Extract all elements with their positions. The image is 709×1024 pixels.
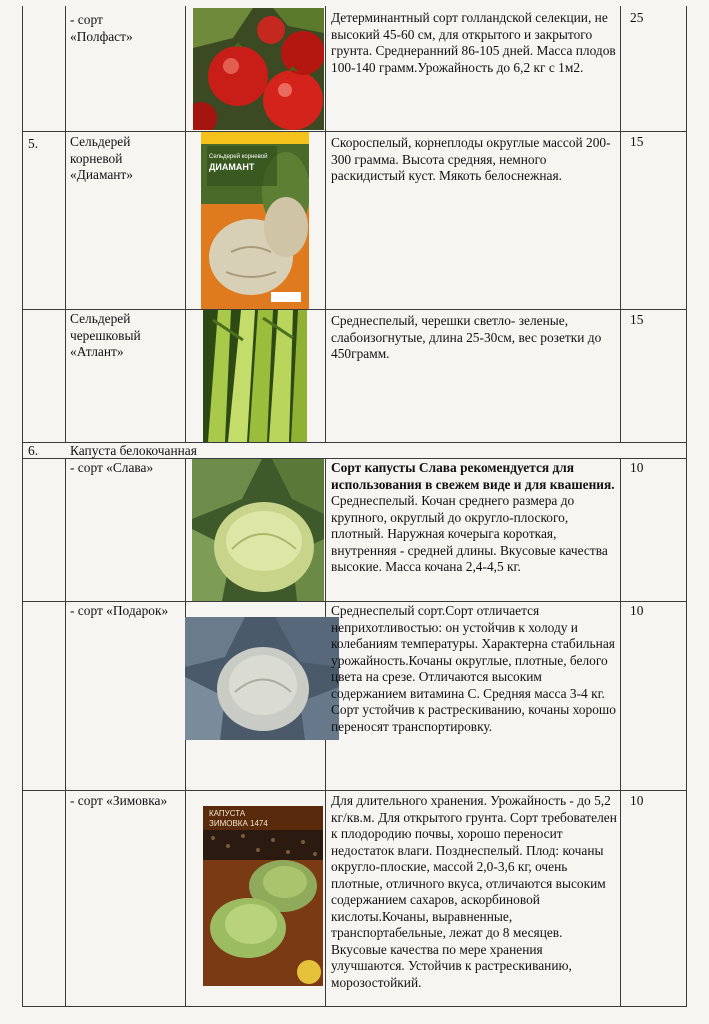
variety-description: Детерминантный сорт голландской селекции, не высокий 45-60 см, для открытого и закрытого грунта. Среднеранний 86-105 дней. Масса плодов 100-140 грамм.Урожайность до 6,2 кг с 1м2.	[331, 10, 616, 75]
row-number: 6.	[28, 443, 39, 458]
table-rule	[22, 601, 687, 602]
table-rule	[65, 6, 66, 443]
packet-subtitle-text: ЗИМОВКА 1474	[209, 819, 268, 828]
cabbage-photo	[185, 617, 339, 740]
table-rule	[185, 6, 186, 443]
tomato-photo	[193, 8, 324, 130]
variety-description: Среднеспелый сорт.Сорт отличается неприхотливостью: он устойчив к холоду и колебаниям температуры. Характерна стабильная урожайность.Кочаны округлые, плотные, белого цвета на срезе. Отличаются высоким содержанием витамина С. Средняя масса 3-4 кг. Сорт устойчив к растрескиванию, кочаны хорошо переносят транспортировку.	[331, 603, 616, 734]
quantity: 25	[630, 10, 644, 25]
quantity: 10	[630, 793, 644, 808]
table-rule	[22, 1006, 687, 1007]
variety-name: - сорт «Зимовка»	[70, 793, 168, 808]
variety-description: Среднеспелый, черешки светло- зеленые, слабоизогнутые, длина 25-30см, вес розетки до 450грамм.	[331, 313, 602, 361]
description-rest: Среднеспелый. Кочан среднего размера до крупного, округлый до округло-плоского, плотный. Наружная кочерыга короткая, внутренняя - средней длины. Вкусовые качества высокие. Масса кочана 2,4-4,5 кг.	[331, 493, 608, 574]
variety-name: Сельдерей черешковый «Атлант»	[70, 311, 141, 359]
table-rule	[65, 458, 66, 1007]
table-rule	[325, 6, 326, 443]
quantity: 10	[630, 460, 644, 475]
variety-description	[331, 460, 618, 576]
packet-brand-text: Сельдерей корневой	[209, 154, 268, 160]
variety-name: - сорт «Подарок»	[70, 603, 169, 618]
section-title: Капуста белокочанная	[70, 443, 197, 458]
table-rule	[620, 6, 621, 443]
cabbage-photo	[192, 459, 324, 601]
variety-description: Для длительного хранения. Урожайность - до 5,2 кг/кв.м. Для открытого грунта. Сорт требователен к плодородию почвы, хорошо переносит недостаток влаги. Позднеспелый. Плод: кочаны округло-плоские, массой 2,0-3,6 кг, очень плотные, отличного вкуса, отличаются высоким содержанием сахаров, аскорбиновой кислоты.Кочаны, выравненные, транспортабельные, лежат до 8 месяцев. Вкусовые качества по мере хранения улучшаются. Устойчив к растрескиванию, морозостойкий.	[331, 793, 617, 990]
table-rule	[22, 790, 687, 791]
variety-name: - сорт «Полфаст»	[70, 12, 133, 44]
quantity: 10	[630, 603, 644, 618]
row-number: 5.	[28, 136, 39, 151]
packet-title-text: ДИАМАНТ	[209, 162, 255, 172]
table-rule	[22, 131, 687, 132]
cabbage-seed-packet	[203, 806, 323, 986]
packet-title-text: КАПУСТА	[209, 809, 246, 818]
quantity: 15	[630, 134, 644, 149]
table-rule	[620, 458, 621, 1007]
variety-name: Сельдерей корневой «Диамант»	[70, 134, 133, 182]
table-rule	[22, 6, 23, 1007]
table-rule	[22, 309, 687, 310]
description-bold-lead: Сорт капусты Слава рекомендуется для использования в свежем виде и для квашения.	[331, 460, 615, 492]
table-rule	[686, 6, 687, 1007]
celery-stalks-photo	[203, 310, 307, 442]
quantity: 15	[630, 312, 644, 327]
variety-description: Скороспелый, корнеплоды округлые массой 200-300 грамма. Высота средняя, немного раскидистый куст. Мякоть белоснежная.	[331, 135, 611, 183]
variety-name: - сорт «Слава»	[70, 460, 154, 475]
celeriac-seed-packet	[201, 132, 309, 309]
